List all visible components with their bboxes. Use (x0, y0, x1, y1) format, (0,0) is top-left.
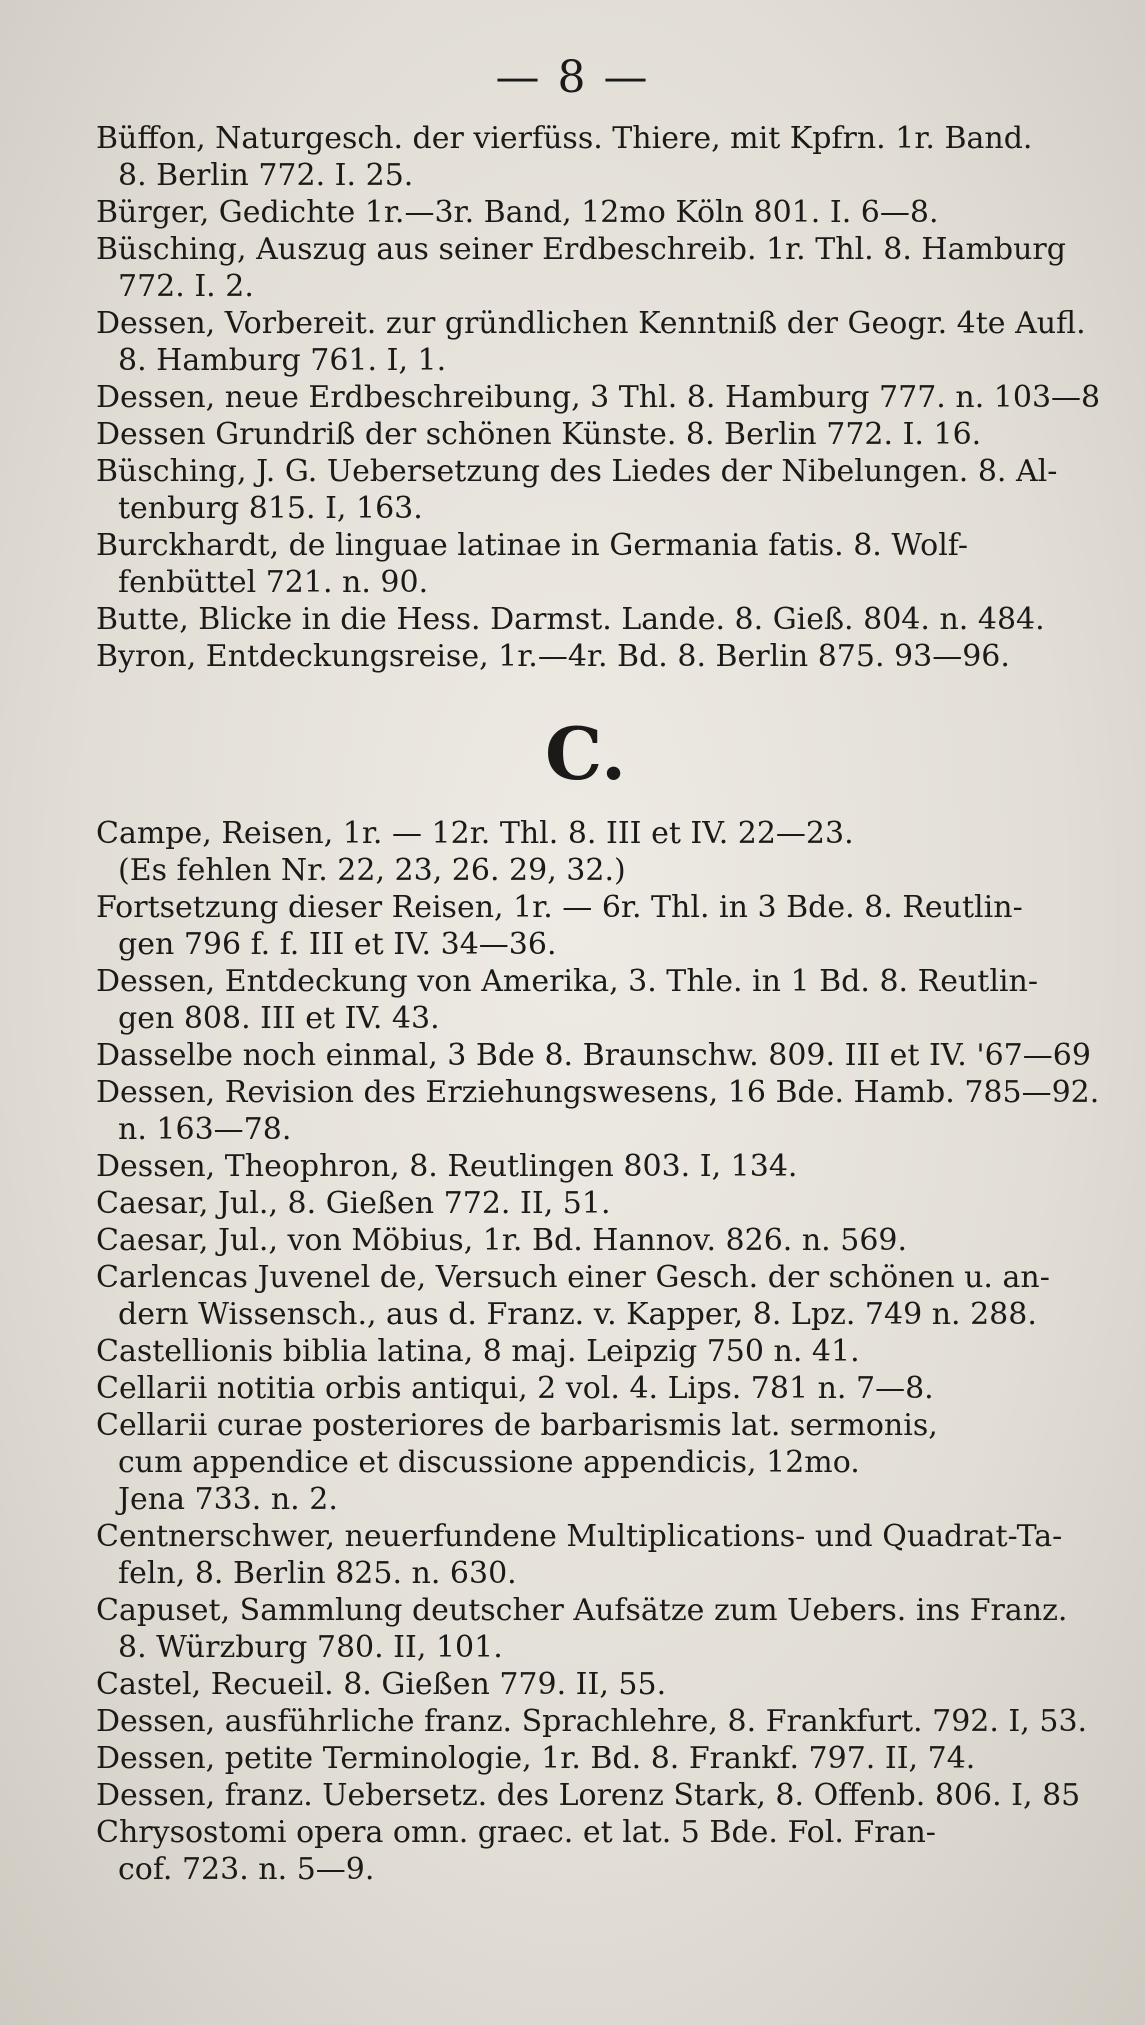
catalog-entry (96, 1518, 1075, 1592)
catalog-entry (96, 963, 1075, 1037)
catalog-entry (96, 1148, 1075, 1185)
entry-line: Caesar, Jul., 8. Gießen 772. II, 51. (96, 1186, 611, 1221)
catalog-entry (96, 1037, 1091, 1074)
catalog-entry (96, 1407, 1075, 1518)
catalog-entry (96, 231, 1075, 305)
entry-line: Büsching, J. G. Uebersetzung des Liedes der Nibelungen. 8. Al- (96, 454, 1058, 489)
catalog-entry (96, 120, 1075, 194)
catalog-entry (96, 601, 1075, 638)
entry-continuation-line: 8. Würzburg 780. II, 101. (118, 1630, 503, 1665)
catalog-entry (96, 1259, 1075, 1333)
entry-line: Capuset, Sammlung deutscher Aufsätze zum Uebers. ins Franz. (96, 1593, 1068, 1628)
entry-continuation-line: 8. Berlin 772. I. 25. (118, 158, 414, 193)
entry-line: Byron, Entdeckungsreise, 1r.—4r. Bd. 8. Berlin 875. 93—96. (96, 639, 1010, 674)
entry-line: Büsching, Auszug aus seiner Erdbeschreib. 1r. Thl. 8. Hamburg (96, 232, 1066, 267)
catalog-entry (96, 1222, 1075, 1259)
entry-continuation-line: dern Wissensch., aus d. Franz. v. Kapper, 8. Lpz. 749 n. 288. (118, 1297, 1037, 1332)
entry-continuation-line: fenbüttel 721. n. 90. (118, 565, 429, 600)
entry-continuation-line: feln, 8. Berlin 825. n. 630. (118, 1556, 517, 1591)
entry-line: Centnerschwer, neuerfundene Multiplications- und Quadrat-Ta- (96, 1519, 1063, 1554)
catalog-entry (96, 453, 1075, 527)
catalog-entry (96, 815, 1075, 889)
entry-line: Dessen, neue Erdbeschreibung, 3 Thl. 8. Hamburg 777. n. 103—8 (96, 380, 1101, 415)
catalog-entry (96, 1333, 1075, 1370)
entry-line: Cellarii curae posteriores de barbarismis lat. sermonis, (96, 1408, 938, 1443)
entry-line: Dasselbe noch einmal, 3 Bde 8. Braunschw. 809. III et IV. '67—69 (96, 1038, 1091, 1073)
catalog-entry (96, 379, 1101, 416)
entry-line: Cellarii notitia orbis antiqui, 2 vol. 4. Lips. 781 n. 7—8. (96, 1371, 934, 1406)
entry-continuation-line: gen 808. III et IV. 43. (118, 1001, 440, 1036)
entry-line: Castellionis biblia latina, 8 maj. Leipzig 750 n. 41. (96, 1334, 860, 1369)
catalog-entry (96, 638, 1075, 675)
entry-line: Burckhardt, de linguae latinae in Germania fatis. 8. Wolf- (96, 528, 968, 563)
entry-continuation-line: cum appendice et discussione appendicis, 12mo. (118, 1445, 860, 1480)
entry-line: Castel, Recueil. 8. Gießen 779. II, 55. (96, 1667, 667, 1702)
entry-continuation-line: n. 163—78. (118, 1112, 292, 1147)
catalog-entry (96, 1370, 1075, 1407)
entry-line: Bürger, Gedichte 1r.—3r. Band, 12mo Köln 801. I. 6—8. (96, 195, 939, 230)
page-number: — 8 — (495, 52, 650, 103)
entry-line: Büffon, Naturgesch. der vierfüss. Thiere, mit Kpfrn. 1r. Band. (96, 121, 1033, 156)
catalog-entry (96, 1814, 1075, 1888)
catalog-entry (96, 527, 1075, 601)
catalog-entry (96, 305, 1086, 379)
entry-continuation-line: (Es fehlen Nr. 22, 23, 26. 29, 32.) (118, 853, 626, 888)
catalog-entry (96, 1703, 1088, 1740)
catalog-entry (96, 1777, 1081, 1814)
entry-continuation-line: gen 796 f. f. III et IV. 34—36. (118, 927, 557, 962)
entry-line: Campe, Reisen, 1r. — 12r. Thl. 8. III et IV. 22—23. (96, 816, 854, 851)
catalog-entry (96, 889, 1075, 963)
section-b-entries (96, 120, 1101, 675)
catalog-entry (96, 416, 1075, 453)
catalog-entry (96, 1074, 1100, 1148)
entry-line: Dessen, Vorbereit. zur gründlichen Kenntniß der Geogr. 4te Aufl. (96, 306, 1086, 341)
entry-line: Dessen, franz. Uebersetz. des Lorenz Stark, 8. Offenb. 806. I, 85 (96, 1778, 1081, 1813)
entry-line: Dessen, Entdeckung von Amerika, 3. Thle. in 1 Bd. 8. Reutlin- (96, 964, 1038, 999)
entry-continuation-line: tenburg 815. I, 163. (118, 491, 423, 526)
entry-line: Dessen, Theophron, 8. Reutlingen 803. I, 134. (96, 1149, 798, 1184)
entry-continuation-line: Jena 733. n. 2. (118, 1482, 338, 1517)
catalog-entry (96, 194, 1075, 231)
catalog-entry (96, 1592, 1075, 1666)
entry-line: Butte, Blicke in die Hess. Darmst. Lande. 8. Gieß. 804. n. 484. (96, 602, 1045, 637)
entry-line: Dessen, Revision des Erziehungswesens, 16 Bde. Hamb. 785—92. (96, 1075, 1100, 1110)
catalog-entries (96, 120, 1101, 1888)
entry-continuation-line: cof. 723. n. 5—9. (118, 1852, 375, 1887)
catalog-entry (96, 1666, 1075, 1703)
entry-line: Dessen Grundriß der schönen Künste. 8. Berlin 772. I. 16. (96, 417, 982, 452)
entry-line: Caesar, Jul., von Möbius, 1r. Bd. Hannov. 826. n. 569. (96, 1223, 908, 1258)
catalog-entry (96, 1185, 1075, 1222)
catalog-entry (96, 1740, 1075, 1777)
entry-line: Dessen, petite Terminologie, 1r. Bd. 8. Frankf. 797. II, 74. (96, 1741, 976, 1776)
entry-line: Fortsetzung dieser Reisen, 1r. — 6r. Thl. in 3 Bde. 8. Reutlin- (96, 890, 1023, 925)
entry-line: Chrysostomi opera omn. graec. et lat. 5 Bde. Fol. Fran- (96, 1815, 936, 1850)
entry-line: Carlencas Juvenel de, Versuch einer Gesch. der schönen u. an- (96, 1260, 1050, 1295)
section-c-entries (96, 815, 1100, 1888)
section-letter-heading: C. (544, 711, 627, 796)
entry-line: Dessen, ausführliche franz. Sprachlehre, 8. Frankfurt. 792. I, 53. (96, 1704, 1088, 1739)
entry-continuation-line: 772. I. 2. (118, 269, 254, 304)
entry-continuation-line: 8. Hamburg 761. I, 1. (118, 343, 447, 378)
